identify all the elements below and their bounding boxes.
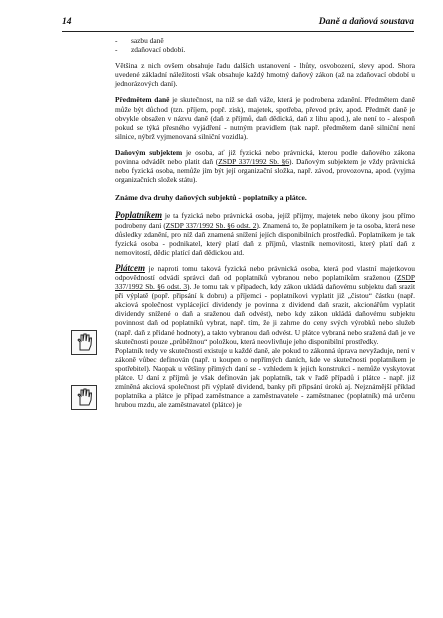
law-reference: ZSDP 337/1992 Sb. §6 odst. 3: [115, 272, 415, 292]
paragraph-taxpayer: Poplatníkem je ta fyzická nebo právnická osoba, jejíž příjmy, majetek nebo úkony jsou přímo podrobeny dani (ZSDP 337/1992 Sb. §6 odst. 2). Znamená to, že poplatníkem je ta osoba, která nese důsledky zdanění, pro níž daň znamená snížení jejích disponibilních prostředků. Poplatníkem je tak fyzická osoba - podnikatel, který platí daň z příjmů, vlastník nemovitosti, který platí daň z nemovitostí, dědic platící daň dědickou atd.: [115, 210, 415, 257]
list-item: - sazbu daně: [115, 36, 164, 45]
header-rule: [62, 31, 414, 32]
hand-pointing-icon: [71, 330, 97, 355]
section-heading: Známe dva druhy daňových subjektů - poplatníky a plátce.: [115, 193, 307, 203]
body-text: [115, 36, 415, 409]
list-item: - zdaňovací období.: [115, 45, 186, 55]
running-title: Daně a daňová soustava: [318, 17, 414, 27]
page-number: 14: [62, 17, 72, 27]
page-header: [62, 17, 414, 31]
paragraph: Poplatník tedy ve skutečnosti existuje u každé daně, ale pokud to zákonná úprava nevyžaduje, není v zákoně vůbec definován (např. u koupen o nepřímých daních, kde ve skutečnosti poplatníkem je spotřebitel). Naopak u většiny přímých daní se - vzhledem k jejich konstrukci - nemůže vyskytovat plátce. U daní z příjmů je však definován jak poplatník, tak v řadě případů i plátce - např. již zmíněná akciová společnost při výplatě dividend, banky při připsání úroků aj. Nejznámější příklad poplatníka a plátce je případ zaměstnance a zaměstnavatele - zaměstnanec (poplatník) má určenu hrubou mzdu, ale zaměstnavatel (plátce) je: [115, 345, 415, 410]
law-reference: ZSDP 337/1992 Sb. §6 odst. 2: [165, 220, 257, 230]
paragraph-tax-subject: Daňovým subjektem je osoba, ať již fyzická nebo právnická, kterou podle daňového zákona povinna odvádět nebo platit daň (ZSDP 337/1992 Sb. §6). Daňovým subjektem je vždy právnická nebo fyzická osoba, nemůže jím být její organizační složka, např. závod, provozovna, apod. (vyjma organizačních složek státu).: [115, 147, 415, 185]
paragraph-payer: Plátcem je naproti tomu taková fyzická nebo právnická osoba, která pod vlastní majetkovou odpovědností odvádí správci daň od poplatníků vybranou nebo poplatníkům sraženou (ZSDP 337/1992 Sb. §6 odst. 3). Je tomu tak v případech, kdy zákon ukládá daňovému subjektu daň srazit při výplatě (popř. připsání k dobru) a příjemci - poplatníkovi vyplatit již „čistou“ částku (např. akciová společnost vyplácející dividendy je povinna z dividend daň srazit, akcionářům vyplatit dividendy snížené o daň a sraženou daň odvést), nebo kdy zákon ukládá daňovému subjektu povinnost daň od poplatníků vybrat, např. tím, že ji zahrne do ceny svých výrobků nebo služeb (např. daň z přidané hodnoty), a takto vybranou daň odvést. U plátce vybraná nebo sražená daň je ve skutečnosti pouze „průběžnou“ položkou, která neovlivňuje jeho disponibilní prostředky.: [115, 262, 415, 346]
paragraph-subject-of-tax: Předmětem daně je skutečnost, na níž se daň váže, která je podrobena zdanění. Předmětem daně může být důchod (tzn. příjem, popř. zisk), majetek, spotřeba, převod práv, apod. Předmět daně je obvykle obsažen v názvu daně (daň z příjmů, daň dědická, daň z lihu apod.), ale není to - alespoň pokud se týká přesného vyjádření - nutným pravidlem (tak např. předmětem daně silniční není silnice, nýbrž vyjmenovaná silniční vozidla).: [115, 95, 415, 141]
law-reference: ZSDP 337/1992 Sb. §6: [218, 157, 289, 167]
paragraph: Většina z nich ovšem obsahuje řadu dalších ustanovení - lhůty, osvobození, slevy apod. Shora uvedené základní náležitosti však obsahuje každý hmotný daňový zákon (až na zdaňovací období u jednorázových daní).: [115, 61, 415, 89]
hand-pointing-icon: [71, 385, 97, 410]
